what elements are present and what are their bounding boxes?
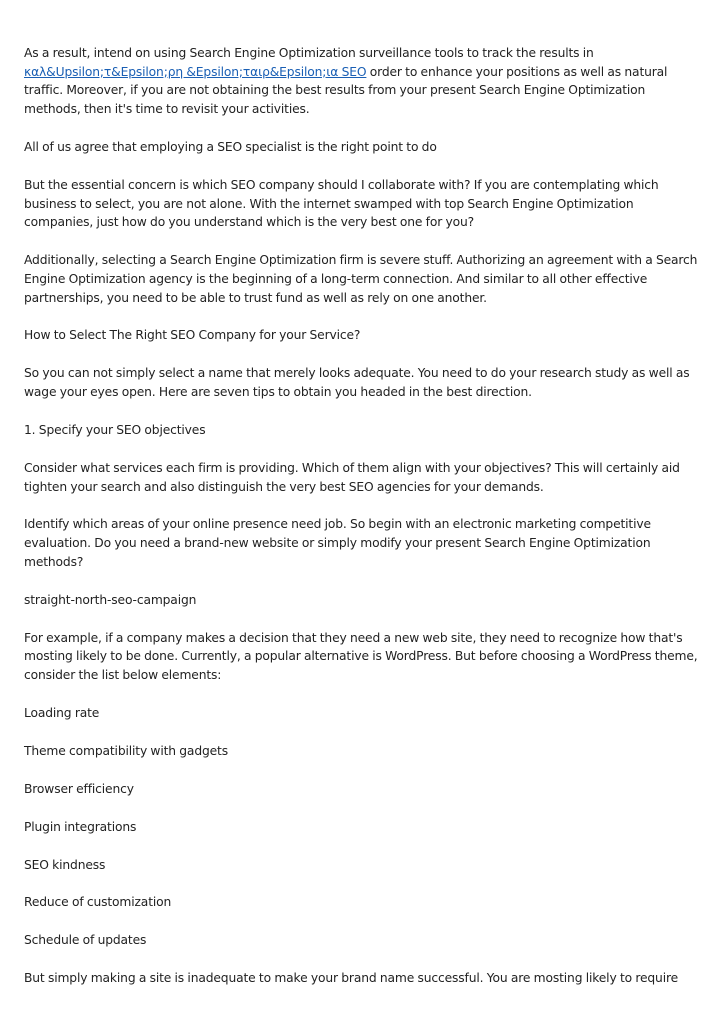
list-item: Plugin integrations <box>24 819 137 834</box>
list-item: Browser efficiency <box>24 781 134 796</box>
list-item: Theme compatibility with gadgets <box>24 743 228 758</box>
paragraph-text: order to enhance your positions as well as natural traffic. Moreover, if you are not obtaining the best results from your present Search Engine Optimization methods, then it's time to revisit your activities. <box>24 64 668 117</box>
paragraph: So you can not simply select a name that merely looks adequate. You need to do your research study as well as wage your eyes open. Here are seven tips to obtain you headed in the best direction. <box>24 366 690 400</box>
list-item: Schedule of updates <box>24 933 147 948</box>
section-heading: How to Select The Right SEO Company for your Service? <box>24 328 361 343</box>
list-item: SEO kindness <box>24 857 106 872</box>
list-item: Reduce of customization <box>24 895 172 910</box>
paragraph: For example, if a company makes a decision that they need a new web site, they need to recognize how that's mosting likely to be done. Currently, a popular alternative is WordPress. But before choosing a WordPress theme, consider the list below elements: <box>24 630 698 683</box>
paragraph: All of us agree that employing a SEO specialist is the right point to do <box>24 140 437 154</box>
paragraph: But the essential concern is which SEO company should I collaborate with? If you are contemplating which business to select, you are not alone. With the internet swamped with top Search Engine Optimization companies, just how do you understand which is the very best one for you? <box>24 177 659 230</box>
paragraph-intro <box>24 44 700 119</box>
paragraph: Consider what services each firm is providing. Which of them align with your objectives? This will certainly aid tighten your search and also distinguish the very best SEO agencies for your demands. <box>24 460 680 494</box>
paragraph-text: As a result, intend on using Search Engine Optimization surveillance tools to track the results in <box>24 46 594 60</box>
article-body <box>24 44 700 988</box>
paragraph: But simply making a site is inadequate to make your brand name successful. You are mosting likely to require <box>24 971 679 986</box>
paragraph: Identify which areas of your online presence need job. So begin with an electronic marketing competitive evaluation. Do you need a brand-new website or simply modify your present Search Engine Optimization methods? <box>24 517 651 569</box>
paragraph: Additionally, selecting a Search Engine Optimization firm is severe stuff. Authorizing an agreement with a Search Engine Optimization agency is the beginning of a long-term connection. And similar to all other effective partnerships, you need to be able to trust fund as well as rely on one another. <box>24 253 698 305</box>
step-heading: 1. Specify your SEO objectives <box>24 422 206 437</box>
image-caption: straight-north-seo-campaign <box>24 592 197 607</box>
list-item: Loading rate <box>24 705 100 720</box>
seo-company-link[interactable]: καλ&Upsilon;τ&Epsilon;ρη &Epsilon;ταιρ&Epsilon;ια SEO <box>24 64 367 79</box>
